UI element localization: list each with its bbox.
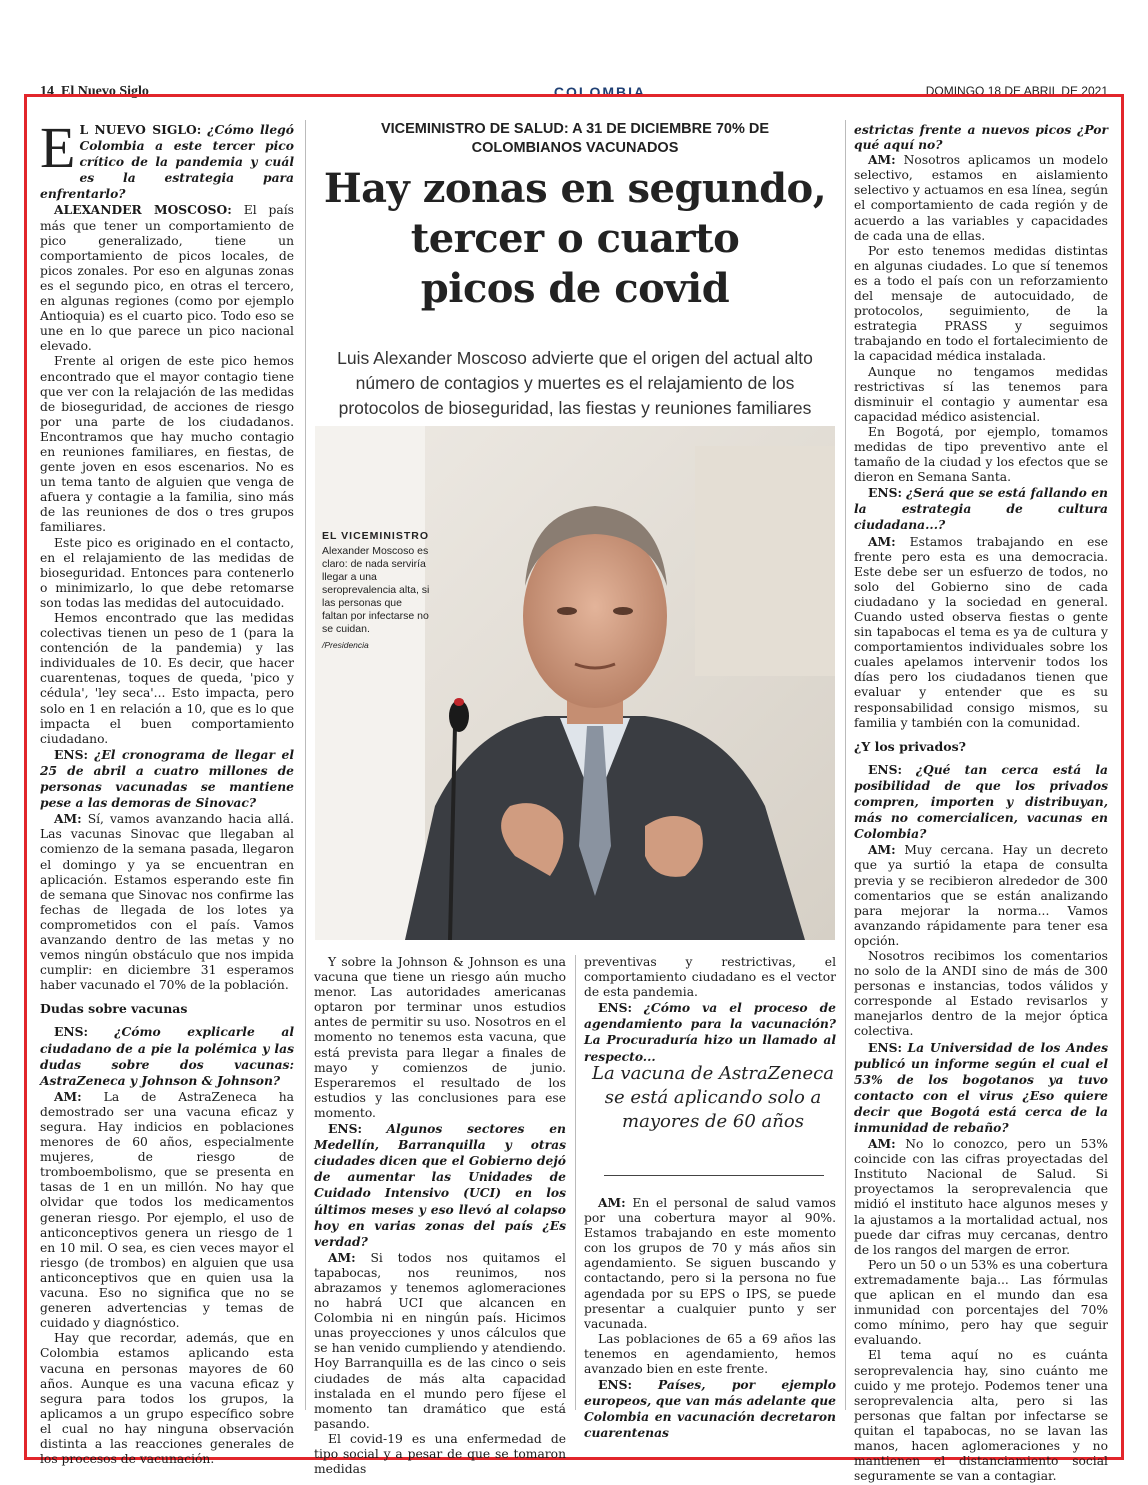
pull-quote: La vacuna de AstraZeneca se está aplicando solo a mayores de 60 años [592,1063,834,1132]
paragraph: En Bogotá, por ejemplo, tomamos medidas de tipo preventivo ante el tamaño de la ciudad y los efectos que se dieron en Semana Santa. [854,424,1108,485]
question: ¿Cómo llegó Colombia a este tercer pico crítico de la pandemia y cuál es la estrategia para enfrentarlo? [40,122,294,202]
drop-cap: E [40,115,76,180]
photo-credit: /Presidencia [322,640,369,650]
paragraph: Las poblaciones de 65 a 69 años las tenemos en agendamiento, hemos avanzado bien en este frente. [584,1331,836,1377]
photo-illustration [315,426,835,940]
answer: Si todos nos quitamos el tapabocas, nos reunimos, nos abrazamos y tenemos aglomeraciones no habrá UCI que alcancen en Colombia ni en ningún país. Hicimos unas proyecciones y unos cálculos que se han venido cumpliendo y atendiendo. Hoy Barranquilla es de las cinco o seis ciudades de más alta capacidad instalada en el mundo pero fíjese el momento tan dramático que está pasando. [314,1250,566,1431]
answer-lead: ALEXANDER MOSCOSO: [54,202,232,218]
answer: No lo conozco, pero un 53% coincide con las cifras proyectadas del Instituto Nacional de Salud. Si proyectamos la seroprevalencia que midió el instituto hace algunos meses y la ajustamos a la mortalidad actual, nos puede dar cifras muy cercanas, dentro de los rangos del margen de error. [854,1137,1108,1257]
paragraph: Hay que recordar, además, que en Colombia estamos aplicando esta vacuna en personas mayores de 60 años. Aunque es una vacuna eficaz y segura para todos los grupos, la aplicamos a un grupo específico sobre el cual no hay ninguna observación distinta a las reacciones generales de los procesos de vacunación. [40,1331,294,1467]
column-divider [575,955,576,1410]
section-name: COLOMBIA [553,84,647,100]
headline-line: picos de covid [420,265,730,312]
question-lead: ENS: [598,1000,633,1016]
answer: Muy cercana. Hay un decreto que ya surtió la etapa de consulta previa y se recibieron alrededor de 300 comentarios que se están analizando para mejorar la norma... Vamos avanzando rápidamente para tener esa opción. [854,843,1108,948]
paragraph: Y sobre la Johnson & Johnson es una vacuna que tiene un riesgo aún mucho menor. Las autoridades americanas optaron por terminar unos estudios antes de permitir su uso. Nosotros en el momento no tenemos esta vacuna, que está prevista para llegar a finales de mayo y comienzos de junio. Esperaremos el resultado de los estudios y las conclusiones para ese momento. [314,955,566,1120]
answer: Sí, vamos avanzando hacia allá. Las vacunas Sinovac que llegaban al comienzo de la semana pasada, llegaron el domingo y ya se encuentran en aplicación. Estamos esperando este fin de semana que Sinovac nos confirme las fechas de llegada de los lotes ya comprometidos con el país. Vamos avanzando dentro de las metas y no vemos ningún obstáculo que nos impida cumplir: en diciembre 31 esperamos haber vacunado el 70% de la población. [40,812,294,993]
paragraph: Nosotros recibimos los comentarios no solo de la ANDI sino de más de 300 personas e instancias, todos válidos y corresponde al Estado revisarlos y manejarlos dentro de la mejor óptica colectiva. [854,948,1108,1039]
question: Algunos sectores en Medellín, Barranquilla y otras ciudades dicen que el Gobierno dejó de aumentar las Unidades de Cuidado Intensivo (UCI) en los últimos meses y eso llevó al colapso hoy en varias zonas del país ¿Es verdad? [314,1121,566,1249]
answer-lead: AM: [328,1249,356,1265]
issue-date: DOMINGO 18 DE ABRIL DE 2021 [925,84,1108,98]
paragraph: Este pico es originado en el contacto, en el relajamiento de las medidas de bioseguridad. Entonces para contenerlo o minimizarlo, lo que debe retomarse son todas las medidas del autocuidado. [40,535,294,610]
answer-lead: AM: [54,1088,82,1104]
article-headline [318,164,832,314]
question: La Universidad de los Andes publicó un informe según el cual el 53% de los bogotanos ya tuvo contacto con el virus ¿Eso quiere decir que Bogotá está cerca de la inmunidad de rebaño? [854,1039,1108,1135]
column-divider [305,120,306,1410]
column-3 [584,955,836,1065]
question-lead: L NUEVO SIGLO: [79,122,202,137]
pull-quote-rule [604,1175,824,1176]
question-lead: ENS: [328,1121,363,1137]
question: ¿Cómo va el proceso de agendamiento para la vacunación? La Procuraduría hizo un llamado al respecto... [584,1000,836,1064]
viceminister-photo [315,426,835,940]
column-2 [314,955,566,1477]
paper-name: El Nuevo Siglo [61,84,149,99]
photo-caption [322,530,430,652]
answer: En el personal de salud vamos por una cobertura mayor al 90%. Estamos trabajando en este momento con los grupos de 70 y más años sin agendamiento. Se siguen buscando y contactando, pero si la persona no fue agendada por su EPS o IPS, se puede presentar a cualquier punto y ser vacunada. [584,1196,836,1331]
article-kicker: VICEMINISTRO DE SALUD: A 31 DE DICIEMBRE 70% DE COLOMBIANOS VACUNADOS [380,121,770,156]
question-lead: ENS: [54,746,89,762]
question: ¿Será que se está fallando en la estrategia de cultura ciudadana...? [854,485,1108,533]
paragraph: Por esto tenemos medidas distintas en algunas ciudades. Lo que sí tenemos es a todo el país con un reforzamiento del mensaje de autocuidado, de protocolos, seguimiento, de la estrategia PRASS y seguimos trabajando en todo el fortalecimiento de la capacidad médica instalada. [854,243,1108,364]
headline-line: tercer o cuarto [410,215,740,262]
paragraph: Frente al origen de este pico hemos encontrado que el mayor contagio tiene que ver con la relajación de las medidas de bioseguridad, de acciones de riesgo por una parte de los ciudadanos. Encontramos que hay mucho contagio en reuniones familiares, en fiestas, de gente joven en esos escenarios. No es un tema tanto de alguien que venga de afuera y contagie a la familia, sino más de las reuniones de dos o tres grupos familiares. [40,354,294,535]
answer-lead: AM: [868,533,896,549]
paragraph: Aunque no tengamos medidas restrictivas sí las tenemos para disminuir el contagio y aumentar esa capacidad médico asistencial. [854,364,1108,424]
question: ¿El cronograma de llegar el 25 de abril a cuatro millones de personas vacunadas se mantiene pese a las demoras de Sinovac? [40,746,294,811]
column-4 [854,122,1108,1484]
answer-lead: AM: [868,1136,896,1152]
column-3-continued [584,1195,836,1442]
question-lead: ENS: [868,1039,903,1055]
answer: El país más que tener un comportamiento de pico generalizado, tiene un comportamiento de picos locales, de picos zonales. Por eso en algunas zonas es el segundo pico, en otras el tercero, en algunas regiones (como por ejemplo Antioquia) es el cuarto pico. Todo eso se une en lo que parece un pico nacional elevado. [40,203,294,354]
paragraph: El covid-19 es una enfermedad de tipo social y a pesar de que se tomaron medidas [314,1431,566,1477]
paragraph: Hemos encontrado que las medidas colectivas tienen un peso de 1 (para la contención de la pandemia) y las individuales de 10. Es decir, que hacer cuarentenas, toques de queda, 'pico y cédula', 'ley seca'... Esto impacta, pero solo en 1 en relación a 10, que es lo que impacta el buen comportamiento ciudadano. [40,611,294,746]
question: estrictas frente a nuevos picos ¿Por qué aquí no? [854,122,1108,153]
answer-lead: AM: [54,811,82,827]
question-lead: ENS: [868,485,903,501]
paragraph: Pero un 50 o un 53% es una cobertura extremadamente baja... Las fórmulas que aplican en el mundo dan esa inmunidad con porcentajes del 70% como mínimo, pero hay que seguir evaluando. [854,1257,1108,1348]
answer-lead: AM: [868,152,896,168]
question-lead: ENS: [54,1024,89,1040]
answer: Nosotros aplicamos un modelo selectivo, estamos en aislamiento selectivo y actuamos en esa línea, según el comportamiento de cada región y de acuerdo a las variables y capacidades de cada una de ellas. [854,153,1108,243]
question-lead: ENS: [868,761,903,777]
column-1 [40,115,294,1467]
answer: La de AstraZeneca ha demostrado ser una vacuna eficaz y segura. Hay indicios en poblaciones menores de 60 años, especialmente mujeres, de riesgo de tromboembolismo, que se presenta en tasas de 1 en un millón. No hay que olvidar que todos los medicamentos generan riesgo. Por ejemplo, el uso de anticonceptivos genera un riesgo de 1 en 10 mil. O sea, es cien veces mayor el riesgo (de trombos) en alguien que usa anticonceptivos que en quien usa la vacuna. Eso no significa que no se generen advertencias y temas de cuidado y diagnóstico. [40,1089,294,1331]
question: ¿Cómo explicarle al ciudadano de a pie la polémica y las dudas sobre dos vacunas: AstraZeneca y Johnson & Johnson? [40,1024,294,1088]
page-number: 14 [40,84,54,99]
headline-line: Hay zonas en segundo, [323,165,827,212]
caption-title: EL VICEMINISTRO [322,530,429,542]
question: ¿Qué tan cerca está la posibilidad de que los privados compren, importen y distribuyan, más no comercialicen, vacunas en Colombia? [854,761,1108,842]
subheading: Dudas sobre vacunas [40,1001,188,1017]
question: Países, por ejemplo europeos, que van más adelante que Colombia en vacunación decretaron cuarentenas [584,1377,836,1441]
column-divider [845,120,846,1410]
caption-text: Alexander Moscoso es claro: de nada serviría llegar a una seroprevalencia alta, si las personas que faltan por infectarse no se cuidan. [322,545,430,635]
subheading: ¿Y los privados? [854,738,966,754]
answer: Estamos trabajando en ese frente pero esta es una democracia. Este debe ser un esfuerzo de todos, no solo del Gobierno sino de cada ciudadano y la sociedad en general. Cuando usted observa fiestas o gente sin tapabocas el tema es ya de cultura y comportamientos individuales sobre los cuales apelamos intervenir todos los días pero los ciudadanos tienen que evaluar y entender que es su responsabilidad consigo mismos, su familia y también con la comunidad. [854,534,1108,730]
question-lead: ENS: [598,1377,633,1393]
paragraph: El tema aquí no es cuánta seroprevalencia hay, sino cuánto me cuido y me protejo. Podemos tener una seroprevalencia alta, pero si las personas que faltan por infectarse se quitan el tapabocas, no se lavan las manos, hacen aglomeraciones y no mantienen el distanciamiento social seguramente se van a contagiar. [854,1348,1108,1484]
paragraph: preventivas y restrictivas, el comportamiento ciudadano es el vector de esta pandemia. [584,955,836,1000]
answer-lead: AM: [868,842,896,858]
answer-lead: AM: [598,1195,626,1210]
article-deck: Luis Alexander Moscoso advierte que el origen del actual alto número de contagios y muertes es el relajamiento de los protocolos de bioseguridad, las fiestas y reuniones familiares [337,348,813,418]
